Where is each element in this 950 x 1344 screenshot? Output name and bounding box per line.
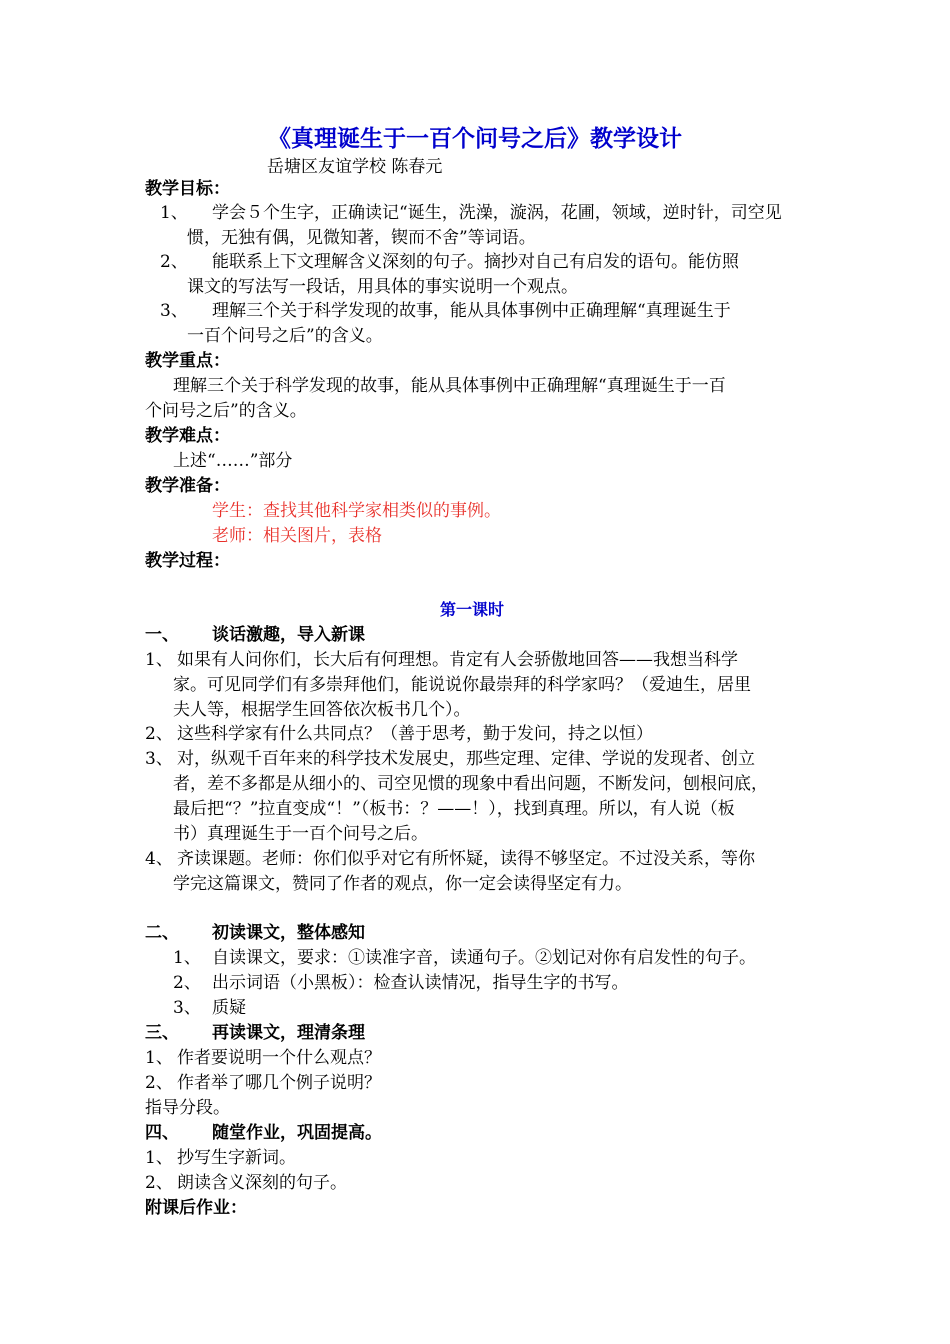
sec4-num: 四、 [145, 1123, 179, 1143]
sec4-item2-text: 朗读含义深刻的句子。 [177, 1173, 347, 1193]
sec1-item2-line1: 这些科学家有什么共同点？（善于思考，勤于发问，持之以恒） [177, 724, 653, 744]
sec2-item2-num: 2、 [173, 973, 201, 993]
sec1-item4-line2: 学完这篇课文，赞同了作者的观点，你一定会读得坚定有力。 [173, 874, 632, 894]
focus-line1: 理解三个关于科学发现的故事，能从具体事例中正确理解“真理诞生于一百 [173, 376, 726, 396]
goal-2-line1: 能联系上下文理解含义深刻的句子。摘抄对自己有启发的语句。能仿照 [212, 252, 739, 272]
goals-heading: 教学目标： [145, 179, 230, 199]
prep-heading: 教学准备： [145, 476, 230, 496]
sec4-item1-num: 1、 [145, 1148, 173, 1168]
document-title: 《真理诞生于一百个问号之后》教学设计 [268, 126, 682, 152]
sec3-title: 再读课文，理清条理 [212, 1023, 365, 1043]
focus-line2: 个问号之后”的含义。 [145, 401, 307, 421]
sec1-item2-num: 2、 [145, 724, 173, 744]
sec2-item2-text: 出示词语（小黑板）：检查认读情况，指导生字的书写。 [212, 973, 629, 993]
sec1-item1-num: 1、 [145, 650, 173, 670]
goal-3-num: 3、 [160, 301, 188, 321]
sec4-title: 随堂作业，巩固提高。 [212, 1123, 382, 1143]
process-heading: 教学过程： [145, 551, 230, 571]
difficulty-text: 上述“……”部分 [173, 451, 293, 471]
sec2-item3-text: 质疑 [212, 998, 246, 1018]
goal-1-line1: 学会５个生字，正确读记“诞生，洗澡，漩涡，花圃，领域，逆时针，司空见 [212, 203, 782, 223]
goal-3-line1: 理解三个关于科学发现的故事，能从具体事例中正确理解“真理诞生于 [212, 301, 731, 321]
sec3-num: 三、 [145, 1023, 179, 1043]
sec2-num: 二、 [145, 923, 179, 943]
sec3-item2-text: 作者举了哪几个例子说明？ [177, 1073, 381, 1093]
sec3-item2-num: 2、 [145, 1073, 173, 1093]
sec3-extra: 指导分段。 [145, 1098, 230, 1118]
sec1-item3-line2: 者，差不多都是从细小的、司空见惯的现象中看出问题，不断发问，刨根问底， [173, 774, 768, 794]
homework-heading: 附课后作业： [145, 1198, 247, 1218]
goal-1-line2: 惯，无独有偶，见微知著，锲而不舍”等词语。 [187, 228, 536, 248]
sec2-title: 初读课文，整体感知 [212, 923, 365, 943]
sec2-item1-text: 自读课文，要求：①读准字音，读通句子。②划记对你有启发性的句子。 [212, 948, 756, 968]
sec3-item1-text: 作者要说明一个什么观点？ [177, 1048, 381, 1068]
sec1-item1-line1: 如果有人问你们，长大后有何理想。肯定有人会骄傲地回答——我想当科学 [177, 650, 738, 670]
sec4-item1-text: 抄写生字新词。 [177, 1148, 296, 1168]
sec2-item1-num: 1、 [173, 948, 201, 968]
goal-1-num: 1、 [160, 203, 188, 223]
sec1-num: 一、 [145, 625, 179, 645]
sec1-item1-line2: 家。可见同学们有多崇拜他们，能说说你最崇拜的科学家吗？（爱迪生，居里 [173, 675, 751, 695]
sec1-item4-num: 4、 [145, 849, 173, 869]
sec4-item2-num: 2、 [145, 1173, 173, 1193]
lesson-title: 第一课时 [440, 600, 505, 619]
goal-2-num: 2、 [160, 252, 188, 272]
difficulty-heading: 教学难点： [145, 426, 230, 446]
sec1-title: 谈话激趣，导入新课 [212, 625, 365, 645]
sec1-item3-line3: 最后把“？”拉直变成“！”（板书：？——！），找到真理。所以，有人说（板 [173, 799, 735, 819]
goal-3-line2: 一百个问号之后”的含义。 [187, 326, 383, 346]
sec3-item1-num: 1、 [145, 1048, 173, 1068]
sec1-item3-line4: 书）真理诞生于一百个问号之后。 [173, 824, 428, 844]
prep-student: 学生：查找其他科学家相类似的事例。 [212, 501, 501, 521]
sec1-item3-num: 3、 [145, 749, 173, 769]
sec2-item3-num: 3、 [173, 998, 201, 1018]
prep-teacher: 老师：相关图片，表格 [212, 526, 382, 546]
sec1-item3-line1: 对，纵观千百年来的科学技术发展史，那些定理、定律、学说的发现者、创立 [177, 749, 755, 769]
focus-heading: 教学重点： [145, 351, 230, 371]
sec1-item1-line3: 夫人等，根据学生回答依次板书几个）。 [173, 700, 471, 720]
sec1-item4-line1: 齐读课题。老师：你们似乎对它有所怀疑，读得不够坚定。不过没关系，等你 [177, 849, 755, 869]
goal-2-line2: 课文的写法写一段话，用具体的事实说明一个观点。 [187, 277, 578, 297]
author-line: 岳塘区友谊学校 陈春元 [267, 157, 443, 177]
